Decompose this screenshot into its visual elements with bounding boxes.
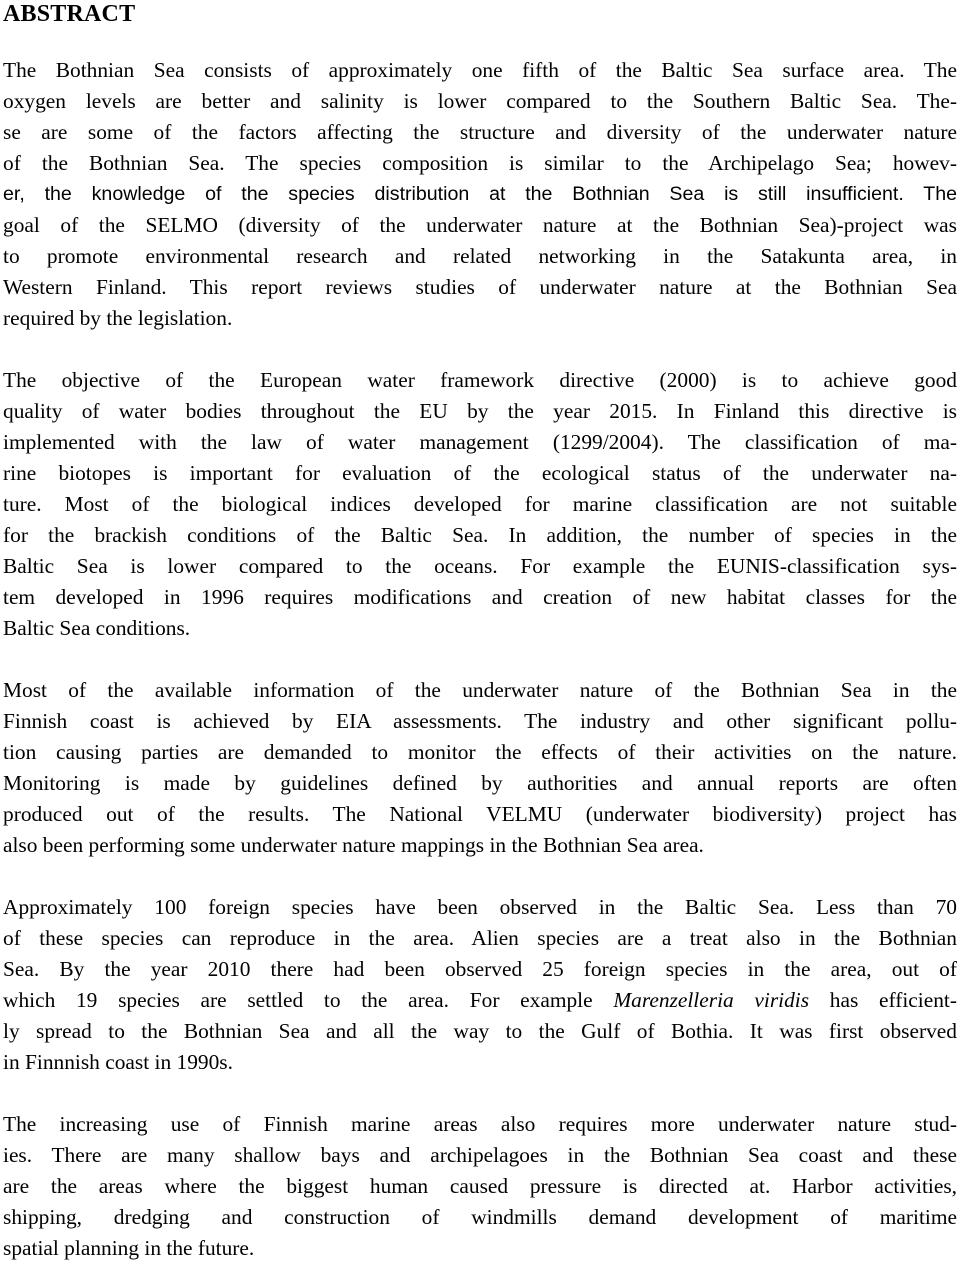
text-line: spatial planning in the future. — [3, 1236, 255, 1260]
species-name: Marenzelleria viridis — [613, 988, 810, 1012]
text-line-with-species — [3, 985, 957, 1016]
text-line: The objective of the European water framework directive (2000) is to achieve good — [3, 368, 957, 392]
text-line: goal of the SELMO (diversity of the underwater nature at the Bothnian Sea)-project was — [3, 213, 957, 237]
text-line: The increasing use of Finnish marine areas also requires more underwater nature stud- — [3, 1112, 957, 1136]
document-page — [3, 0, 957, 1264]
text-line: produced out of the results. The National VELMU (underwater biodiversity) project has — [3, 802, 957, 826]
text-line: Approximately 100 foreign species have been observed in the Baltic Sea. Less than 70 — [3, 895, 957, 919]
text-line: Western Finland. This report reviews studies of underwater nature at the Bothnian Sea — [3, 275, 957, 299]
text-line: required by the legislation. — [3, 306, 233, 330]
text-line: are the areas where the biggest human caused pressure is directed at. Harbor activities, — [3, 1174, 957, 1198]
text-line: rine biotopes is important for evaluation of the ecological status of the underwater na- — [3, 461, 957, 485]
text-line: in Finnnish coast in 1990s. — [3, 1050, 233, 1074]
spacer — [3, 644, 957, 675]
text-fragment: has efficient- — [809, 988, 957, 1012]
text-line: se are some of the factors affecting the structure and diversity of the underwater nature — [3, 120, 957, 144]
text-fragment: which 19 species are settled to the area. For example — [3, 988, 614, 1012]
text-line: tem developed in 1996 requires modifications and creation of new habitat classes for the — [3, 585, 957, 609]
text-line: also been performing some underwater nature mappings in the Bothnian Sea area. — [3, 833, 704, 857]
text-line: ture. Most of the biological indices developed for marine classification are not suitable — [3, 492, 957, 516]
text-line: oxygen levels are better and salinity is lower compared to the Southern Baltic Sea. The- — [3, 89, 957, 113]
text-line: shipping, dredging and construction of windmills demand development of maritime — [3, 1205, 957, 1229]
text-line: The Bothnian Sea consists of approximately one fifth of the Baltic Sea surface area. The — [3, 58, 957, 82]
text-line: to promote environmental research and related networking in the Satakunta area, in — [3, 244, 957, 268]
paragraph-1 — [3, 55, 957, 334]
text-line: implemented with the law of water management (1299/2004). The classification of ma- — [3, 430, 957, 454]
paragraph-5 — [3, 1109, 957, 1264]
spacer — [3, 334, 957, 365]
text-line: Most of the available information of the underwater nature of the Bothnian Sea in the — [3, 678, 957, 702]
text-line: ies. There are many shallow bays and archipelagoes in the Bothnian Sea coast and these — [3, 1143, 957, 1167]
paragraph-4 — [3, 892, 957, 1078]
text-line: Sea. By the year 2010 there had been observed 25 foreign species in the area, out of — [3, 957, 957, 981]
text-line: tion causing parties are demanded to monitor the effects of their activities on the nature. — [3, 740, 957, 764]
spacer — [3, 1078, 957, 1109]
text-line: er, the knowledge of the species distribution at the Bothnian Sea is still insufficient. The — [3, 183, 957, 205]
spacer — [3, 28, 957, 55]
text-line: of the Bothnian Sea. The species composition is similar to the Archipelago Sea; howev- — [3, 151, 957, 175]
paragraph-3 — [3, 675, 957, 861]
text-line: Monitoring is made by guidelines defined by authorities and annual reports are often — [3, 771, 957, 795]
abstract-heading: ABSTRACT — [3, 1, 136, 27]
text-line: of these species can reproduce in the area. Alien species are a treat also in the Bothnian — [3, 926, 957, 950]
paragraph-2 — [3, 365, 957, 644]
text-line: quality of water bodies throughout the EU by the year 2015. In Finland this directive is — [3, 399, 957, 423]
text-line: Baltic Sea is lower compared to the oceans. For example the EUNIS-classification sys- — [3, 554, 957, 578]
text-line: for the brackish conditions of the Baltic Sea. In addition, the number of species in the — [3, 523, 957, 547]
text-line: Baltic Sea conditions. — [3, 616, 191, 640]
spacer — [3, 861, 957, 892]
text-line: ly spread to the Bothnian Sea and all the way to the Gulf of Bothia. It was first observed — [3, 1019, 957, 1043]
text-line: Finnish coast is achieved by EIA assessments. The industry and other significant pollu- — [3, 709, 957, 733]
